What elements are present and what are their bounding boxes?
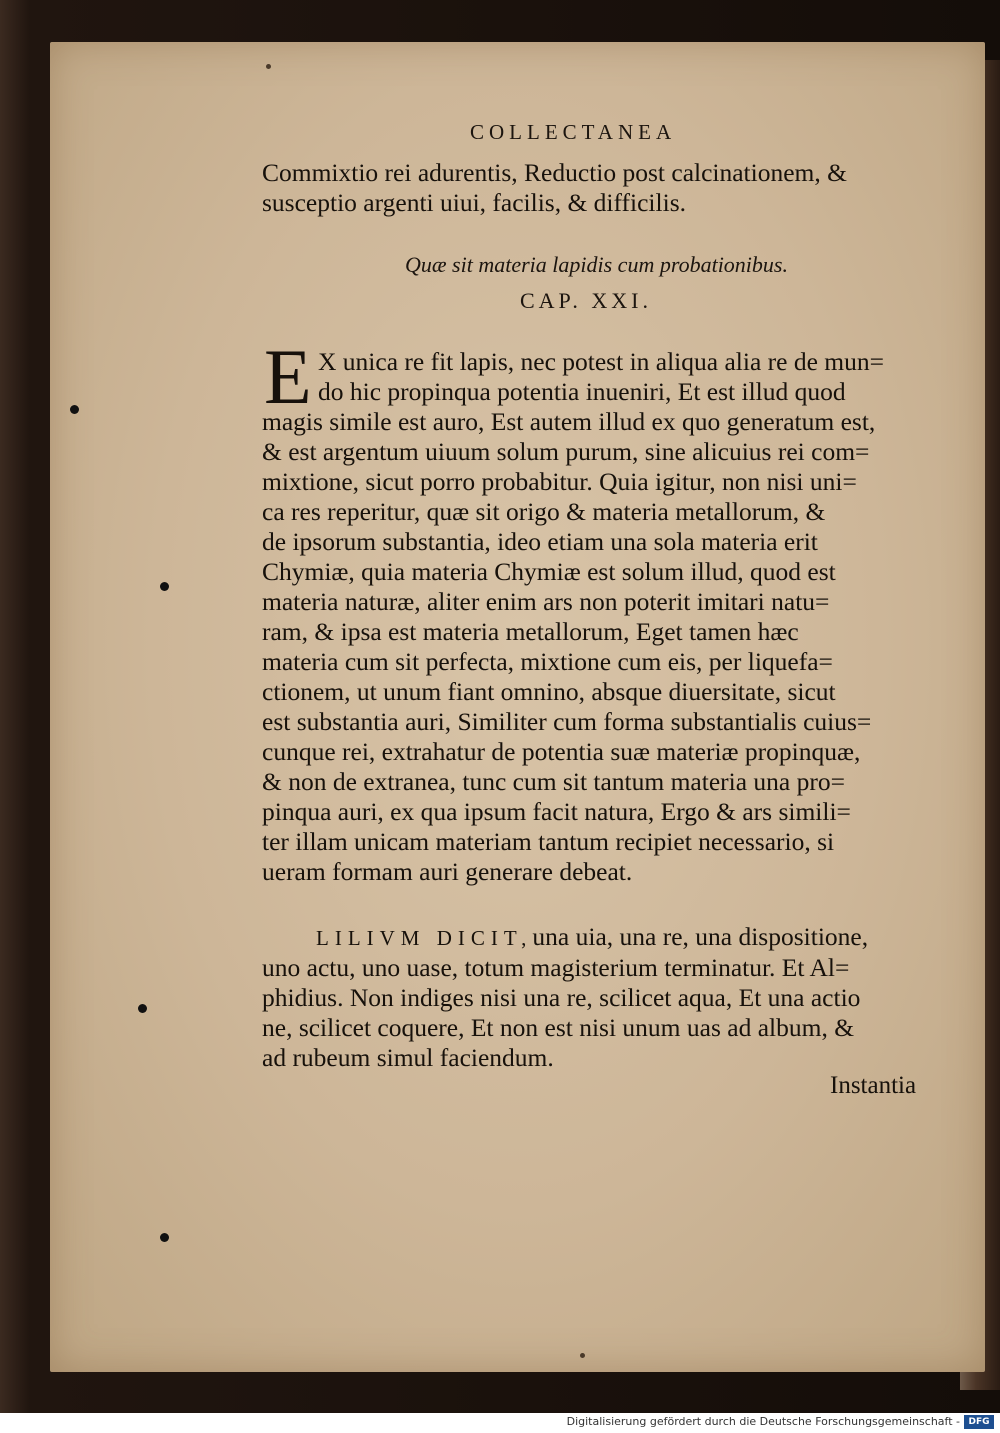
body-line: do hic propinqua potentia inueniri, Et est illud quod [318,377,846,406]
body-line: est substantia auri, Similiter cum forma substantialis cuius= [262,707,872,736]
body-line: mixtione, sicut porro probabitur. Quia igitur, non nisi uni= [262,467,857,496]
lilium-line: ne, scilicet coquere, Et non est nisi unum uas ad album, & [262,1013,855,1042]
footer-bar [0,1413,1000,1433]
page-speck [580,1353,585,1358]
lilium-line: phidius. Non indiges nisi una re, scilicet aqua, Et una actio [262,983,861,1012]
drop-cap: E [264,333,312,420]
body-line: ter illam unicam materiam tantum recipiet necessario, si [262,827,835,856]
body-line: pinqua auri, ex qua ipsum facit natura, Ergo & ars simili= [262,797,851,826]
binding-dot [160,582,169,591]
binding-dot [138,1004,147,1013]
body-line: magis simile est auro, Est autem illud ex quo generatum est, [262,407,876,436]
running-head: COLLECTANEA [470,120,677,144]
binding-dot [160,1233,169,1242]
intro-text [262,158,942,218]
body-line: ca res reperitur, quæ sit origo & materia metallorum, & [262,497,826,526]
dfg-logo: DFG [964,1415,994,1429]
lilium-lead: LILIVM DICIT, [316,926,533,950]
body-line: cunque rei, extrahatur de potentia suæ materiæ propinquæ, [262,737,861,766]
lilium-paragraph [262,922,942,1073]
chapter-body [262,347,942,887]
lilium-line: una uia, una re, una dispositione, [532,922,869,951]
lilium-first-line [262,922,942,953]
page-speck [266,64,271,69]
intro-line: Commixtio rei adurentis, Reductio post calcinationem, & [262,158,847,187]
body-line: materia cum sit perfecta, mixtione cum eis, per liquefa= [262,647,833,676]
body-line: ueram formam auri generare debeat. [262,857,633,886]
footer-credit: Digitalisierung gefördert durch die Deutsche Forschungsgemeinschaft - [566,1415,960,1428]
chapter-heading: Quæ sit materia lapidis cum probationibus. [405,252,788,277]
catchword: Instantia [830,1072,917,1099]
body-line: & non de extranea, tunc cum sit tantum materia una pro= [262,767,845,796]
body-line: Chymiæ, quia materia Chymiæ est solum illud, quod est [262,557,836,586]
intro-line: susceptio argenti uiui, facilis, & difficilis. [262,188,686,217]
body-line: X unica re fit lapis, nec potest in aliqua alia re de mun= [318,347,884,376]
chapter-number: CAP. XXI. [520,288,652,313]
body-line: de ipsorum substantia, ideo etiam una sola materia erit [262,527,818,556]
body-line: ctionem, ut unum fiant omnino, absque diuersitate, sicut [262,677,836,706]
body-line: ram, & ipsa est materia metallorum, Eget tamen hæc [262,617,799,646]
binding-dot [70,405,79,414]
body-line: materia naturæ, aliter enim ars non poterit imitari natu= [262,587,830,616]
body-line: & est argentum uiuum solum purum, sine alicuius rei com= [262,437,870,466]
lilium-line: uno actu, uno uase, totum magisterium terminatur. Et Al= [262,953,850,982]
lilium-line: ad rubeum simul faciendum. [262,1043,554,1072]
